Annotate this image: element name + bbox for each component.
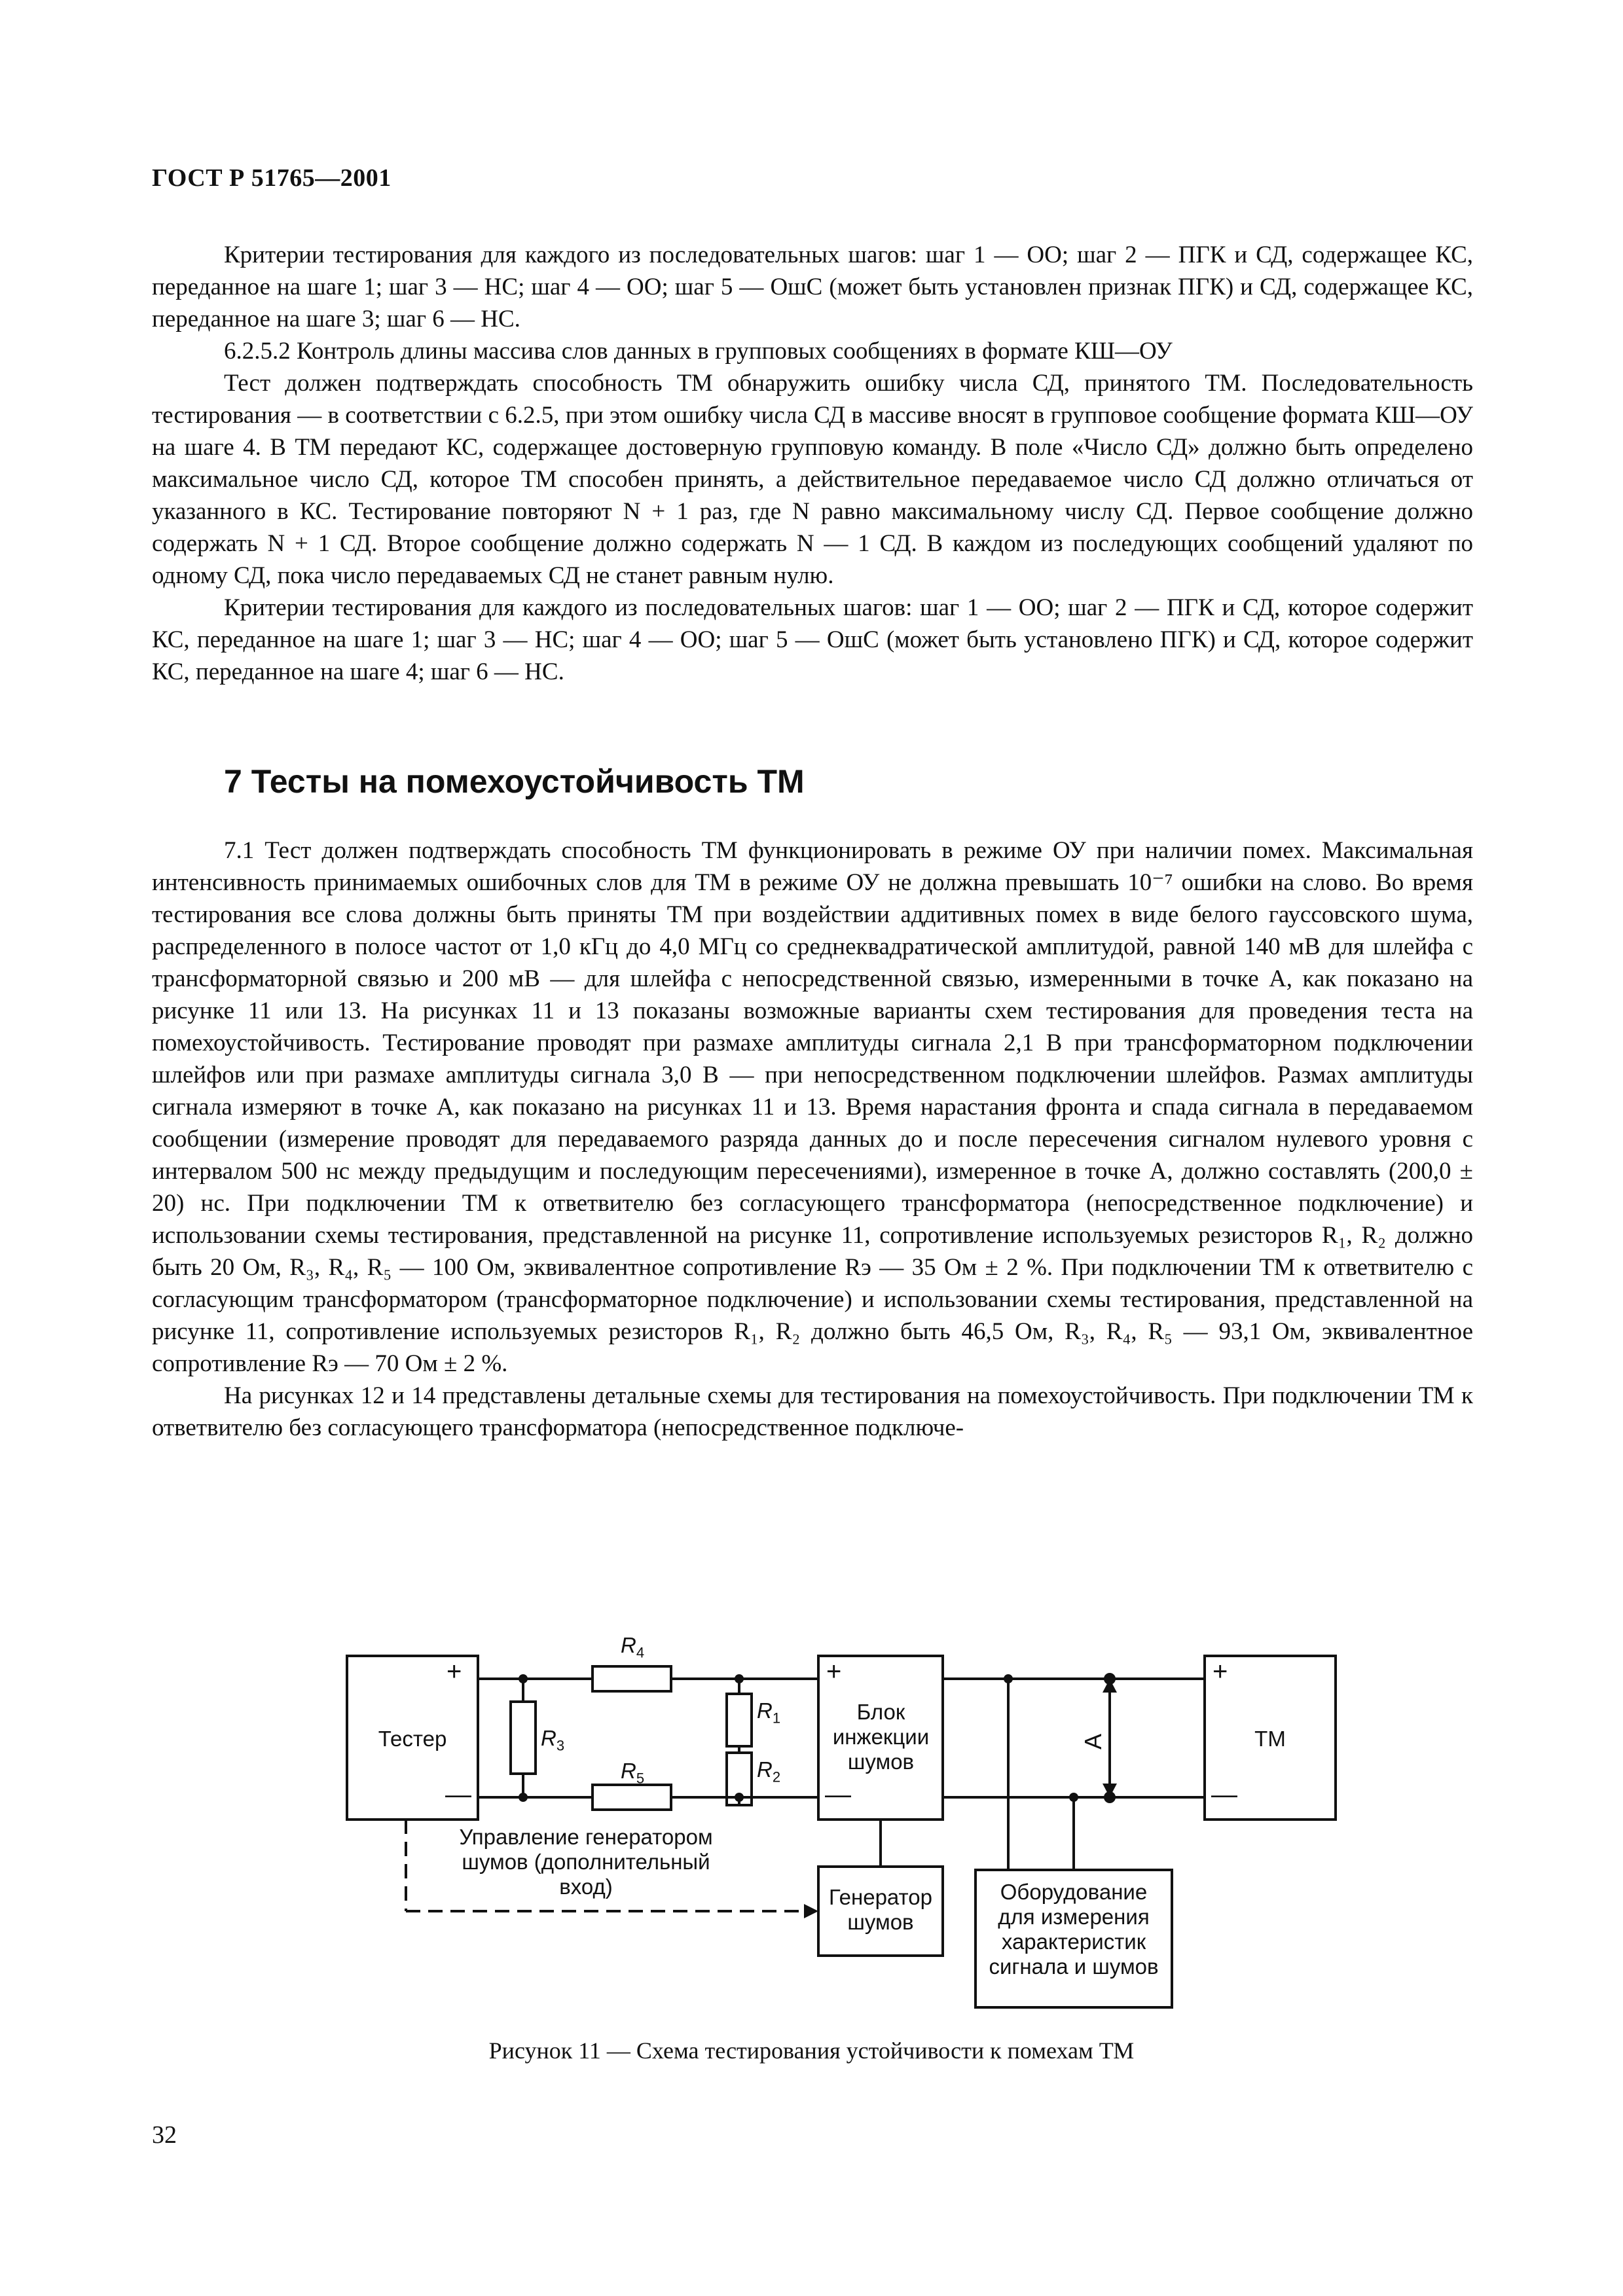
- r3-label: $R_3$: [541, 1726, 565, 1754]
- paragraph-test-criteria-2: Критерии тестирования для каждого из последовательных шагов: шаг 1 — ОО; шаг 2 — ПГК и СД, которое содержит КС, переданное на шаге 1; шаг 3 — НС; шаг 4 — ОО; шаг 5 — ОшС (может быть установлено ПГК) и СД, которое содержит КС, переданное на шаге 4; шаг 6 — НС.: [152, 594, 1473, 685]
- tester-label: Тестер: [378, 1727, 447, 1751]
- resistor-r1: [727, 1694, 752, 1746]
- resistor-r4: [593, 1666, 671, 1691]
- section-heading: 7 Тесты на помехоустойчивость ТМ: [224, 763, 805, 800]
- page-number: 32: [152, 2121, 177, 2149]
- measurement-equipment-label: Оборудование для измерения характеристик сигнала и шумов: [989, 1880, 1159, 1979]
- r4-label: $R_4$: [621, 1633, 645, 1661]
- tm-plus-sign: +: [1213, 1657, 1228, 1686]
- noise-generator-label: Генератор шумов: [828, 1885, 933, 1934]
- point-a-label: A: [1080, 1734, 1106, 1750]
- tm-label: ТМ: [1254, 1727, 1286, 1751]
- noise-injection-label: Блок инжекции шумов: [832, 1700, 930, 1774]
- injection-plus-sign: +: [826, 1657, 842, 1686]
- r5-label: $R_5$: [621, 1759, 645, 1787]
- r2-label: $R_2$: [757, 1757, 781, 1785]
- text-block-top: [152, 239, 1473, 688]
- tm-minus-sign: —: [1211, 1780, 1237, 1809]
- paragraph-figures-12-14: На рисунках 12 и 14 представлены детальные схемы для тестирования на помехоустойчивость. При подключении ТМ к ответвителю без согласующего трансформатора (непосредственное подключе-: [152, 1382, 1473, 1441]
- figure-11-diagram: [327, 1584, 1375, 2022]
- tester-minus-sign: —: [445, 1780, 471, 1809]
- paragraph-7-1: 7.1 Тест должен подтверждать способность ТМ функционировать в режиме ОУ при наличии помех. Максимальная интенсивность принимаемых ошибочных слов для ТМ в режиме ОУ не должна превышать 10⁻⁷ ошибки на слово. Во время тестирования все слова должны быть приняты ТМ при воздействии аддитивных помех в виде белого гауссовского шума, распределенного в полосе частот от 1,0 кГц до 4,0 МГц со среднеквадратической амплитудой, равной 140 мВ для шлейфа с трансформаторной связью и 200 мВ — для шлейфа с непосредственной связью, измеренными в точке A, как показано на рисунке 11 или 13. На рисунках 11 и 13 показаны возможные варианты схем тестирования для проведения теста на помехоустойчивость. Тестирование проводят при размахе амплитуды сигнала 2,1 В при трансформаторном подключении шлейфов или при размахе амплитуды сигнала 3,0 В — при непосредственном подключении шлейфов. Размах амплитуды сигнала измеряют в точке A, как показано на рисунках 11 и 13. Время нарастания фронта и спада сигнала в передаваемом сообщении (измерение проводят для передаваемого разряда данных до и после пересечения сигналом нулевого уровня с интервалом 500 нс между предыдущим и последующим пересечениями), измеренное в точке A, должно составлять (200,0 ± 20) нс. При подключении ТМ к ответвителю без согласующего трансформатора (непосредственное подключение) и использовании схемы тестирования, представленной на рисунке 11, сопротивление используемых резисторов R₁, R₂ должно быть 20 Ом, R₃, R₄, R₅ — 100 Ом, эквивалентное сопротивление Rэ — 35 Ом ± 2 %. При подключении ТМ к ответвителю с согласующим трансформатором (трансформаторное подключение) и использовании схемы тестирования, представленной на рисунке 11, сопротивление используемых резисторов R₁, R₂ должно быть 46,5 Ом, R₃, R₄, R₅ — 93,1 Ом, эквивалентное сопротивление Rэ — 70 Ом ± 2 %.: [152, 837, 1473, 1377]
- generator-control-label: Управление генератором шумов (дополнительный вход): [459, 1825, 713, 1899]
- paragraph-clause-6-2-5-2: 6.2.5.2 Контроль длины массива слов данных в групповых сообщениях в формате КШ—ОУ: [224, 338, 1173, 365]
- paragraph-test-criteria-1: Критерии тестирования для каждого из последовательных шагов: шаг 1 — ОО; шаг 2 — ПГК и СД, содержащее КС, переданное на шаге 1; шаг 3 — НС; шаг 4 — ОО; шаг 5 — ОшС (может быть установлен признак ПГК) и СД, содержащее КС, переданное на шаге 3; шаг 6 — НС.: [152, 242, 1473, 332]
- text-block-section-7: [152, 834, 1473, 1444]
- figure-caption: Рисунок 11 — Схема тестирования устойчивости к помехам ТМ: [488, 2037, 1135, 2064]
- paragraph-word-count-test: Тест должен подтверждать способность ТМ обнаружить ошибку числа СД, принятого ТМ. Последовательность тестирования — в соответствии с 6.2.5, при этом ошибку числа СД в массиве вносят в групповое сообщение формата КШ—ОУ на шаге 4. В ТМ передают КС, содержащее достоверную групповую команду. В поле «Число СД» должно быть определено максимальное число СД, которое ТМ способен принять, а действительное передаваемое число СД должно отличаться от указанного в КС. Тестирование повторяют N + 1 раз, где N равно максимальному числу СД. Первое сообщение должно содержать N + 1 СД. Второе сообщение должно содержать N — 1 СД. В каждом из последующих сообщений удаляют по одному СД, пока число передаваемых СД не станет равным нулю.: [152, 370, 1473, 589]
- tester-plus-sign: +: [447, 1657, 462, 1686]
- resistor-r3: [511, 1702, 536, 1774]
- injection-minus-sign: —: [825, 1780, 851, 1809]
- r1-label: $R_1$: [757, 1698, 781, 1727]
- document-header: ГОСТ Р 51765—2001: [152, 164, 392, 192]
